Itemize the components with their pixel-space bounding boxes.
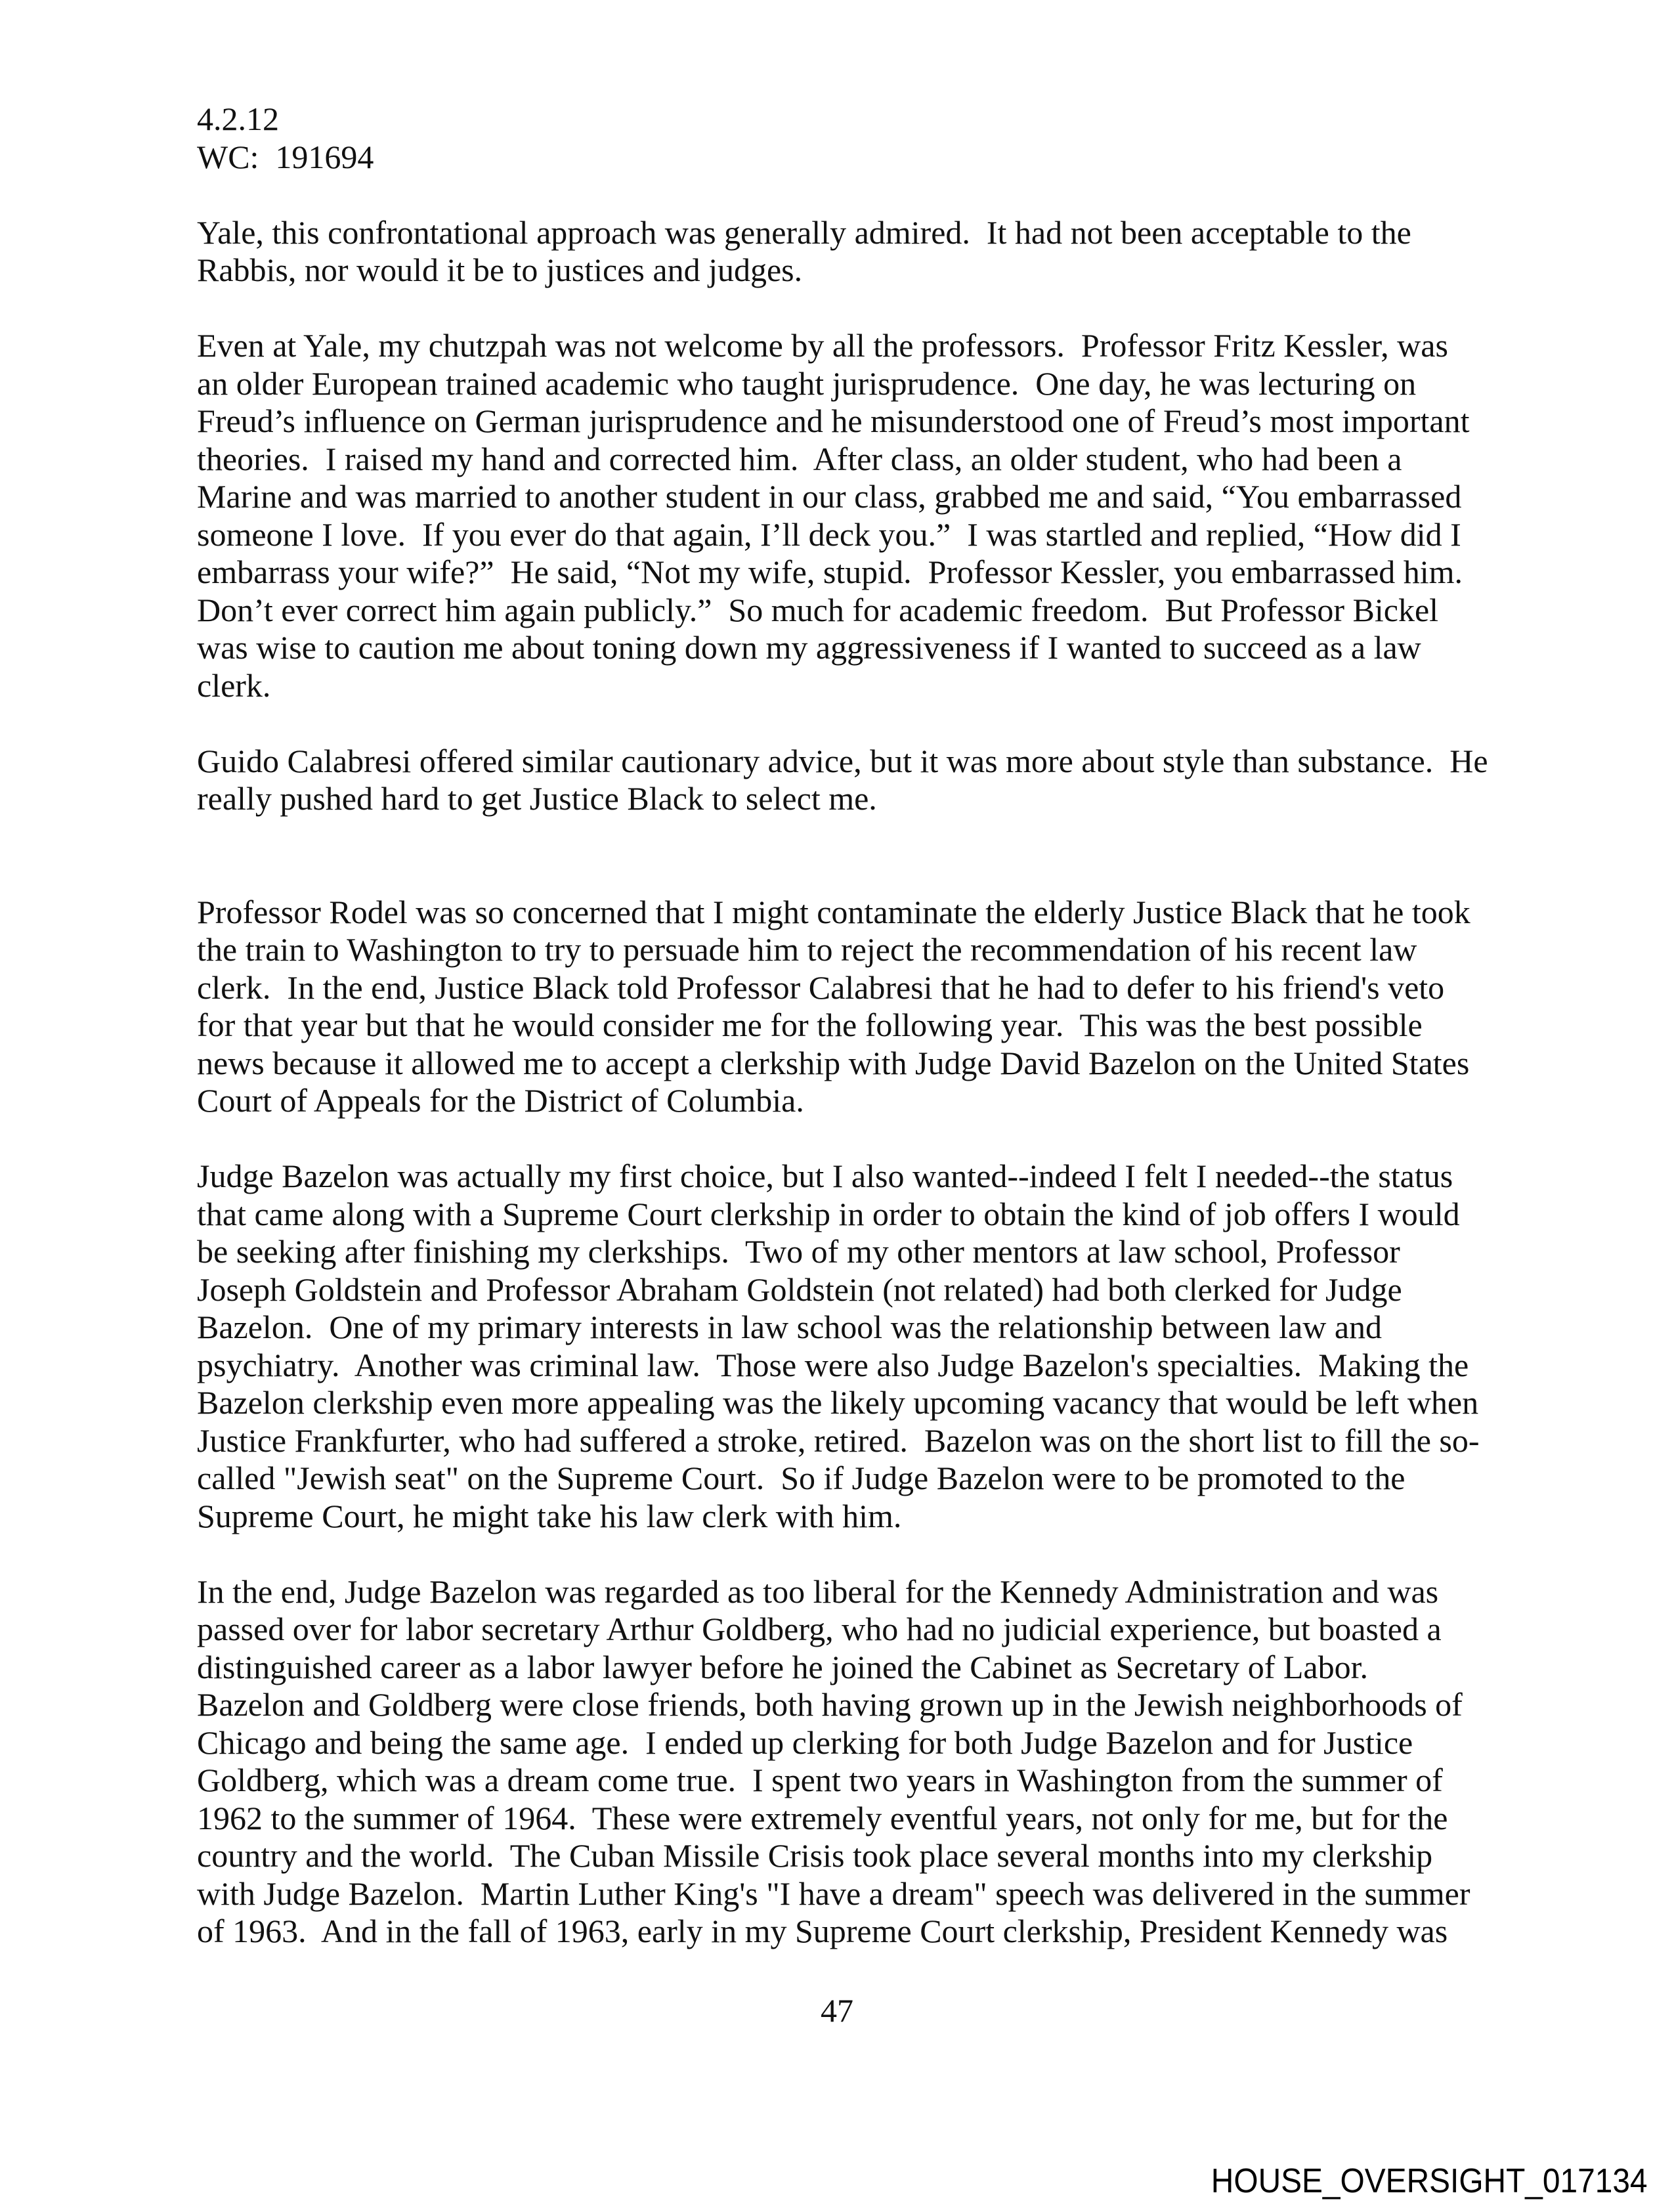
paragraph (197, 743, 1488, 818)
text-line: theories. I raised my hand and corrected him. After class, an older student, who had been a (197, 440, 1402, 477)
text-line: Guido Calabresi offered similar cautionary advice, but it was more about style than substance. He (197, 742, 1488, 779)
text-line: Chicago and being the same age. I ended up clerking for both Judge Bazelon and for Justice (197, 1724, 1413, 1761)
paragraph (197, 1573, 1488, 1951)
text-line: Court of Appeals for the District of Columbia. (197, 1082, 804, 1119)
text-line: Judge Bazelon was actually my first choice, but I also wanted--indeed I felt I needed--the status (197, 1158, 1453, 1194)
text-line: Bazelon. One of my primary interests in law school was the relationship between law and (197, 1309, 1383, 1345)
paragraph (197, 214, 1488, 290)
text-line: with Judge Bazelon. Martin Luther King's "I have a dream" speech was delivered in the summer (197, 1875, 1470, 1912)
text-line: was wise to caution me about toning down my aggressiveness if I wanted to succeed as a law (197, 629, 1421, 666)
text-line: Joseph Goldstein and Professor Abraham Goldstein (not related) had both clerked for Judge (197, 1270, 1402, 1308)
text-line: Even at Yale, my chutzpah was not welcome by all the professors. Professor Fritz Kessler, was (197, 327, 1448, 364)
text-line: psychiatry. Another was criminal law. Those were also Judge Bazelon's specialties. Making the (197, 1346, 1469, 1383)
text-line: Professor Rodel was so concerned that I might contaminate the elderly Justice Black that he took (197, 893, 1470, 930)
text-line: Don’t ever correct him again publicly.” So much for academic freedom. But Professor Bickel (197, 591, 1439, 628)
text-line: Marine and was married to another student in our class, grabbed me and said, “You embarrassed (197, 478, 1462, 515)
text-line: for that year but that he would consider me for the following year. This was the best possible (197, 1007, 1423, 1043)
text-line: Justice Frankfurter, who had suffered a stroke, retired. Bazelon was on the short list to fill the so- (197, 1421, 1480, 1459)
text-line: 1962 to the summer of 1964. These were extremely eventful years, not only for me, but for the (197, 1799, 1448, 1836)
document-header (197, 100, 1488, 176)
text-line: the train to Washington to try to persuade him to reject the recommendation of his recent law (197, 931, 1417, 968)
text-line: Freud’s influence on German jurisprudence and he misunderstood one of Freud’s most important (197, 402, 1470, 439)
text-line: Bazelon clerkship even more appealing was the likely upcoming vacancy that would be left when (197, 1384, 1479, 1421)
document-body (197, 100, 1488, 1951)
text-line: someone I love. If you ever do that again, I’ll deck you.” I was startled and replied, “How did I (197, 515, 1461, 553)
text-line: news because it allowed me to accept a clerkship with Judge David Bazelon on the United States (197, 1044, 1470, 1081)
page-number: 47 (821, 1992, 853, 2029)
text-line: really pushed hard to get Justice Black to select me. (197, 780, 877, 817)
paragraph (197, 327, 1488, 705)
header-word-count: WC: 191694 (197, 138, 374, 175)
text-line: Goldberg, which was a dream come true. I spent two years in Washington from the summer of (197, 1762, 1443, 1798)
text-line: embarrass your wife?” He said, “Not my wife, stupid. Professor Kessler, you embarrassed him. (197, 553, 1463, 590)
text-line: Supreme Court, he might take his law clerk with him. (197, 1497, 902, 1534)
header-date: 4.2.12 (197, 100, 279, 137)
text-line: be seeking after finishing my clerkships. Two of my other mentors at law school, Professor (197, 1233, 1400, 1270)
paragraph (197, 894, 1488, 1120)
text-line: clerk. In the end, Justice Black told Professor Calabresi that he had to defer to his friend's veto (197, 968, 1445, 1006)
text-line: Yale, this confrontational approach was generally admired. It had not been acceptable to the (197, 213, 1411, 251)
text-line: of 1963. And in the fall of 1963, early in my Supreme Court clerkship, President Kennedy was (197, 1913, 1448, 1949)
bates-number: HOUSE_OVERSIGHT_017134 (1211, 2162, 1648, 2200)
text-line: passed over for labor secretary Arthur Goldberg, who had no judicial experience, but boasted a (197, 1611, 1442, 1647)
text-line: clerk. (197, 666, 271, 704)
text-line: In the end, Judge Bazelon was regarded as too liberal for the Kennedy Administration and was (197, 1572, 1439, 1610)
text-line: distinguished career as a labor lawyer before he joined the Cabinet as Secretary of Labor. (197, 1648, 1369, 1685)
text-line: Bazelon and Goldberg were close friends, both having grown up in the Jewish neighborhoods of (197, 1686, 1463, 1723)
paragraph (197, 1158, 1488, 1535)
text-line: called "Jewish seat" on the Supreme Court. So if Judge Bazelon were to be promoted to the (197, 1460, 1406, 1496)
text-line: country and the world. The Cuban Missile Crisis took place several months into my clerkship (197, 1837, 1433, 1874)
text-line: an older European trained academic who taught jurisprudence. One day, he was lecturing on (197, 364, 1417, 402)
text-line: Rabbis, nor would it be to justices and judges. (197, 251, 803, 288)
text-line: that came along with a Supreme Court clerkship in order to obtain the kind of job offers I would (197, 1195, 1460, 1232)
